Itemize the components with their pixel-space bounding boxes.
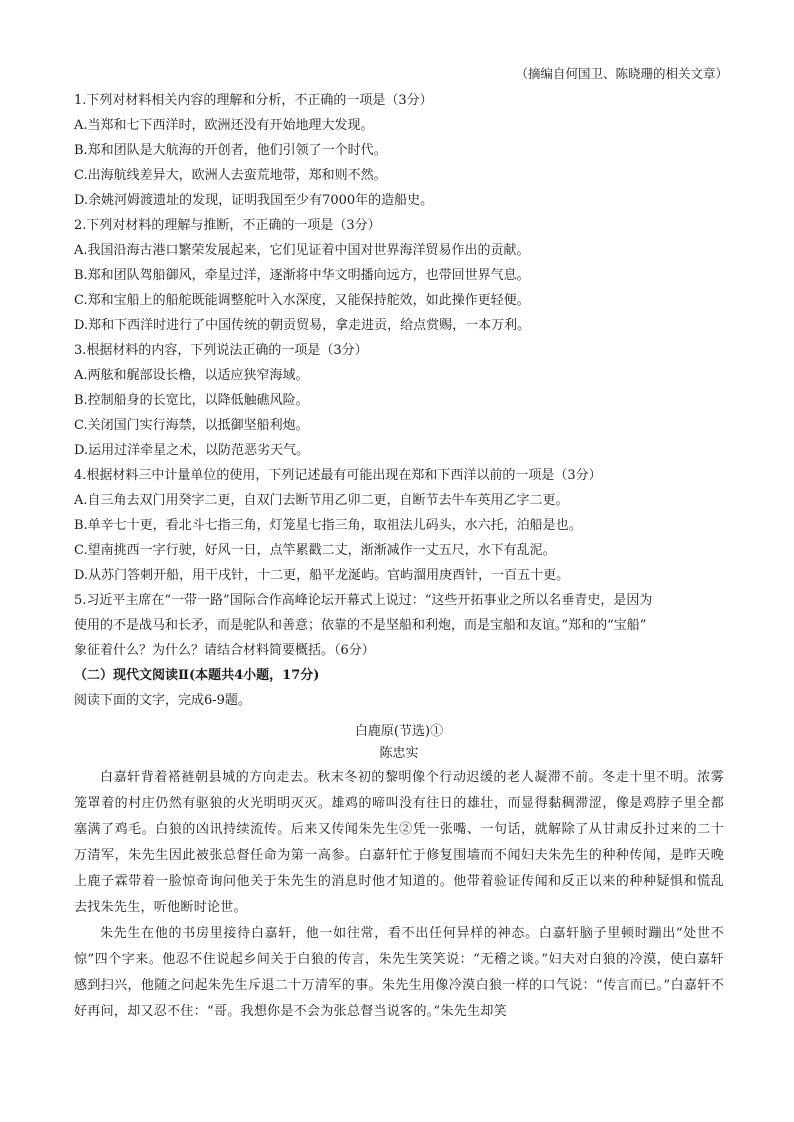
option-line: C.郑和宝船上的船舵既能调整舵叶入水深度，又能保持舵效，如此操作更轻便。 [74,293,530,308]
passage-paragraph: 白嘉轩背着褡裢朝县城的方向走去。秋末冬初的黎明像个行动迟缓的老人凝滞不前。冬走十里不明。浓雾笼罩着的村庄仍然有驱狼的火光明明灭灭。雄鸡的啼叫没有往日的雄壮，而显得黏稠滞涩，像是鸡脖子里全都塞满了鸡毛。白狼的凶讯持续流传。后来又传闻朱先生②凭一张嘴、一句话，就解除了从甘肃反扑过来的二十万清军，朱先生因此被张总督任命为第一高参。白嘉轩忙于修复围墙而不闻妇夫朱先生的种种传闻，是昨天晚上鹿子霖带着一脸惊奇询问他关于朱先生的消息时他才知道的。他带着验证传闻和反正以来的种种疑惧和慌乱去找朱先生，听他断时论世。 [74,770,724,915]
question-stem: 1.下列对材料相关内容的理解和分析，不正确的一项是（3分） [74,93,433,108]
option-line: A.自三角去双门用癸字二更，自双门去断节用乙卯二更，自断节去牛车英用乙字二更。 [74,493,569,508]
option-line: A.我国沿海古港口繁荣发展起来，它们见证着中国对世界海洋贸易作出的贡献。 [74,243,530,258]
passage-title: 白鹿原(节选)① [354,724,444,739]
option-line: A.当郑和七下西洋时，欧洲还没有开始地理大发现。 [74,118,374,133]
option-line: C.望南挑西一字行驶，好风一日，点竿累戳二丈，渐渐减作一丈五尺，水下有乱泥。 [74,543,556,558]
option-line: C.出海航线差异大，欧洲人去蛮荒地带，郑和则不然。 [74,168,387,183]
source-note: （摘编自何国卫、陈晓珊的相关文章） [515,66,728,81]
option-line: B.控制船身的长宽比，以降低触礁风险。 [74,393,309,408]
question-stem-continued: 使用的不是战马和长矛，而是驼队和善意；依靠的不是坚船和利炮，而是宝船和友谊。”郑和的“宝船” [74,618,647,633]
question-stem: 4.根据材料三中计量单位的使用，下列记述最有可能出现在郑和下西洋以前的一项是（3分） [74,468,602,483]
question-stem: 5.习近平主席在“一带一路”国际合作高峰论坛开幕式上说过：“这些开拓事业之所以名垂青史，是因为 [74,593,653,608]
option-line: A.两舷和艉部设长橹，以适应狭窄海域。 [74,368,309,383]
question-stem: 3.根据材料的内容，下列说法正确的一项是（3分） [74,343,368,358]
option-line: D.从苏门答刺开船，用干戌针，十二更，船平龙涎屿。官屿溜用庚酉针，一百五十更。 [74,568,570,583]
content-body [74,88,724,1025]
option-line: C.关闭国门实行海禁，以抵御坚船利炮。 [74,418,309,433]
option-line: B.郑和团队驾船御风，牵星过洋，逐渐将中华文明播向远方，也带回世界气息。 [74,268,530,283]
option-line: D.运用过洋牵星之术，以防范恶劣天气。 [74,443,310,458]
section-instruction: 阅读下面的文字，完成6-9题。 [74,693,251,708]
passage-author: 陈忠实 [379,746,419,761]
question-stem: 2.下列对材料的理解与推断，不正确的一项是（3分） [74,218,381,233]
option-line: D.郑和下西洋时进行了中国传统的朝贡贸易，拿走进贡，给点赏赐，一本万利。 [74,318,531,333]
question-stem-continued: 象征着什么？为什么？请结合材料简要概括。（6分） [74,643,375,658]
option-line: D.余姚河姆渡遗址的发现，证明我国至少有7000年的造船史。 [74,193,434,208]
passage-paragraph: 朱先生在他的书房里接待白嘉轩，他一如往常，看不出任何异样的神态。白嘉轩脑子里顿时蹦出“处世不惊”四个字来。他忍不住说起乡间关于白狼的传言，朱先生笑笑说：“无稽之谈。”妇夫对白狼的冷漠，使白嘉轩感到扫兴，他随之问起朱先生斥退二十万清军的事。朱先生用像冷漠白狼一样的口气说：“传言而已。”白嘉轩不好再问，却又忍不住：“哥。我想你是不会为张总督当说客的。”朱先生却笑 [74,926,724,1019]
option-line: B.单辛七十更，看北斗七指三角，灯笼星七指三角，取祖法儿码头，水六托，泊船是也。 [74,518,582,533]
section-heading: （二）现代文阅读Ⅱ(本题共4小题，17分) [74,668,320,683]
option-line: B.郑和团队是大航海的开创者，他们引领了一个时代。 [74,143,387,158]
